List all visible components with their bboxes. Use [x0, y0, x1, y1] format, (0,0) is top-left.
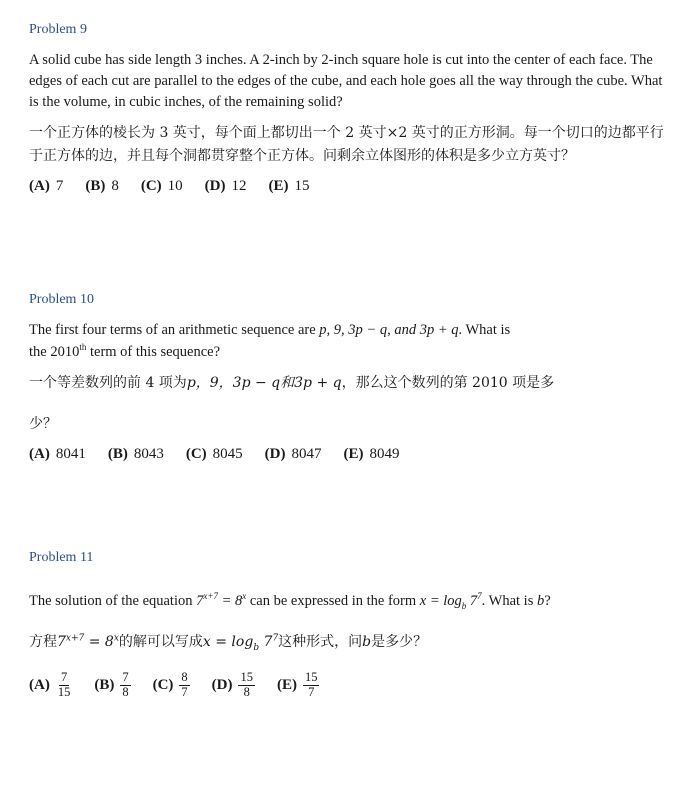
problem-10-title: Problem 10	[29, 292, 94, 307]
choice-c[interactable]: (C) 8045	[185, 445, 243, 462]
choice-e[interactable]: (E) $\frac{15}{7}$	[276, 670, 318, 699]
problem-9-title: Problem 9	[29, 22, 87, 37]
problem-11-english: The solution of the equation $7^{x+7} = 8^x$ can be expressed in the form $x = \log_b 7^7$. What is b?	[29, 591, 551, 612]
choice-c[interactable]: (C) 10	[140, 178, 183, 195]
problem-11-chinese: 方程$7^{x+7} = 8^x$的解可以写成$x = \log_b 7^7$这种形式，问b是多少？	[29, 633, 428, 653]
problem-11	[29, 548, 669, 700]
choice-d[interactable]: (D) 12	[204, 178, 247, 195]
log-form: $x = \log_b 7^7$	[419, 591, 482, 612]
problem-10-english: The first four terms of an arithmetic sequence are p, 9, 3p − q, and 3p + q. What is the 2010th term of this sequence?	[29, 322, 511, 361]
choice-b[interactable]: (B) 8	[85, 178, 119, 195]
choice-a[interactable]: (A) $\frac{7}{15}$	[29, 670, 71, 699]
problem-9	[29, 20, 669, 198]
fraction: $\frac{7}{8}$	[122, 670, 129, 699]
fraction: $\frac{15}{7}$	[304, 670, 318, 699]
choice-b[interactable]: (B) 8043	[107, 445, 164, 462]
equation: $7^{x+7} = 8^x$	[196, 591, 247, 610]
choice-b[interactable]: (B) $\frac{7}{8}$	[94, 670, 129, 699]
choice-d[interactable]: (D) $\frac{15}{8}$	[211, 670, 253, 699]
sequence-terms: p, 9, 3p − q, and 3p + q	[319, 322, 459, 339]
fraction: $\frac{7}{15}$	[57, 670, 71, 699]
term-number: 2010th	[50, 342, 87, 361]
fraction: $\frac{8}{7}$	[181, 670, 188, 699]
choice-d[interactable]: (D) 8047	[264, 445, 322, 462]
problem-10-chinese-end: 少？	[29, 415, 57, 432]
problem-11-choices	[29, 671, 669, 700]
problem-10-chinese: 一个等差数列的前 4 项为p，9，3p − q和3p + q，那么这个数列的第 2010 项是多	[29, 375, 555, 392]
problem-11-title: Problem 11	[29, 550, 94, 565]
problem-9-english: A solid cube has side length 3 inches. A 2-inch by 2-inch square hole is cut into the center of each face. The edges of each cut are parallel to the edges of the cube, and each hole goes all the way through the cube. What is the volume, in cubic inches, of the remaining solid?	[29, 52, 663, 111]
problem-9-choices	[29, 176, 669, 198]
choice-e[interactable]: (E) 15	[268, 178, 310, 195]
problem-10	[29, 290, 669, 466]
choice-a[interactable]: (A) 7	[29, 178, 64, 195]
problem-10-choices	[29, 444, 669, 466]
choice-a[interactable]: (A) 8041	[29, 445, 86, 462]
problem-9-chinese: 一个正方体的棱长为 3 英寸，每个面上都切出一个 2 英寸×2 英寸的正方形洞。每一个切口的边都平行于正方体的边，并且每个洞都贯穿整个正方体。问剩余立体图形的体积是多少立方英寸？	[29, 125, 664, 164]
choice-e[interactable]: (E) 8049	[343, 445, 400, 462]
choice-c[interactable]: (C) $\frac{8}{7}$	[152, 670, 188, 699]
fraction: $\frac{15}{8}$	[240, 670, 253, 699]
